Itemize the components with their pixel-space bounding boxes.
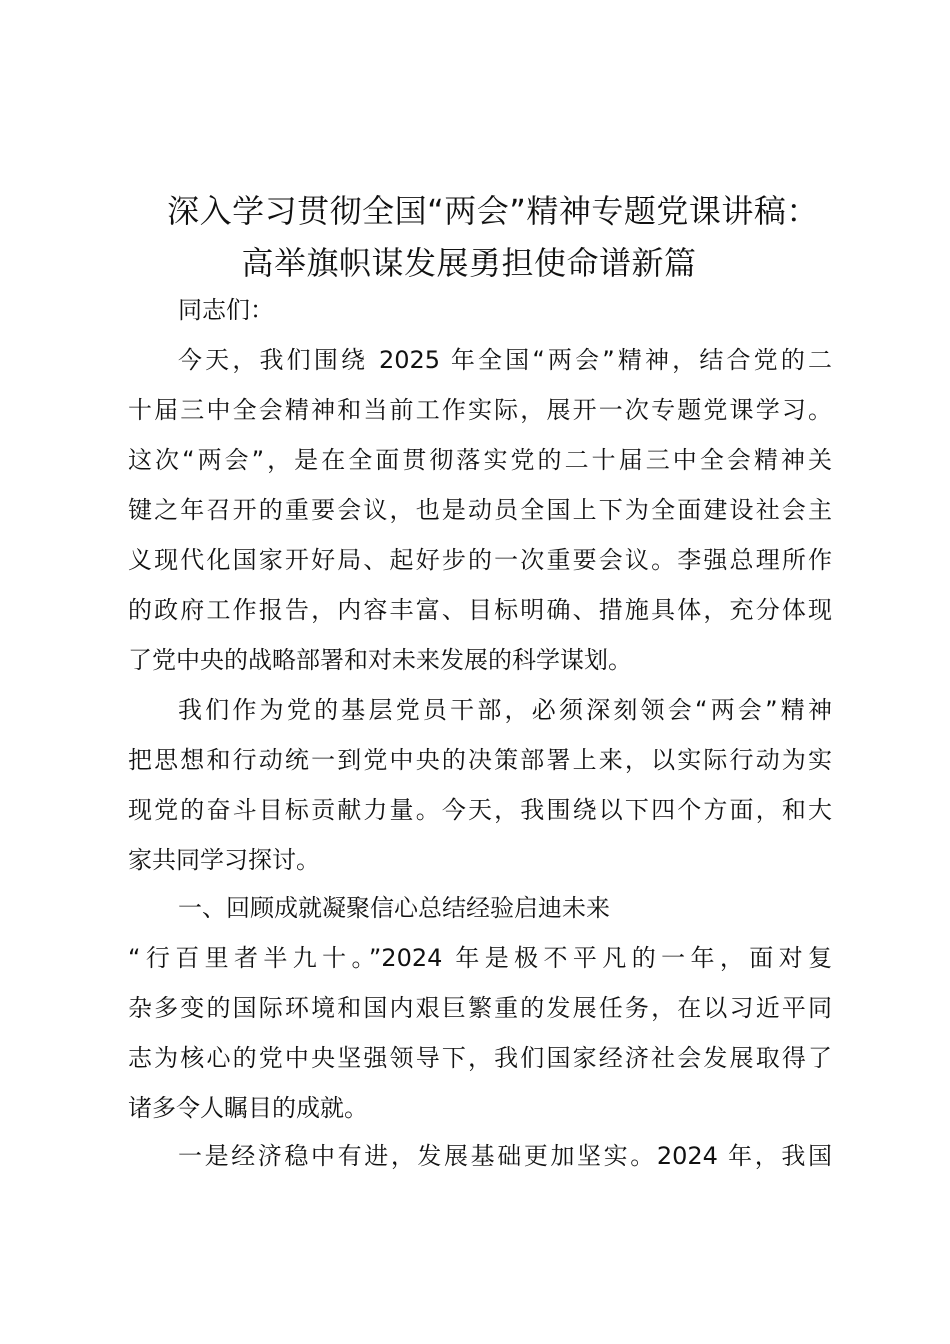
- paragraph-line: 杂多变的国际环境和国内艰巨繁重的发展任务，在以习近平同: [128, 994, 832, 1022]
- section-heading: 一、回顾成就凝聚信心总结经验启迪未来: [178, 894, 610, 922]
- paragraph-line: 了党中央的战略部署和对未来发展的科学谋划。: [128, 646, 632, 674]
- paragraph-line: 一是经济稳中有进，发展基础更加坚实。2024 年，我国: [178, 1142, 832, 1170]
- paragraph-line: 的政府工作报告，内容丰富、目标明确、措施具体，充分体现: [128, 596, 832, 624]
- paragraph-line: “行百里者半九十。”2024 年是极不平凡的一年，面对复: [128, 944, 832, 972]
- paragraph-line: 把思想和行动统一到党中央的决策部署上来，以实际行动为实: [128, 746, 832, 774]
- paragraph-line: 我们作为党的基层党员干部，必须深刻领会“两会”精神: [178, 696, 832, 724]
- salutation: 同志们：: [178, 296, 274, 324]
- document-title-line-1: 深入学习贯彻全国“两会”精神专题党课讲稿：: [167, 192, 819, 230]
- paragraph-line: 志为核心的党中央坚强领导下，我们国家经济社会发展取得了: [128, 1044, 832, 1072]
- paragraph-line: 诸多令人瞩目的成就。: [128, 1094, 368, 1122]
- paragraph-line: 现党的奋斗目标贡献力量。今天，我围绕以下四个方面，和大: [128, 796, 832, 824]
- document-title-line-2: 高举旗帜谋发展勇担使命谱新篇: [241, 244, 697, 282]
- paragraph-line: 十届三中全会精神和当前工作实际，展开一次专题党课学习。: [128, 396, 832, 424]
- paragraph-line: 义现代化国家开好局、起好步的一次重要会议。李强总理所作: [128, 546, 832, 574]
- paragraph-line: 家共同学习探讨。: [128, 846, 320, 874]
- paragraph-line: 这次“两会”，是在全面贯彻落实党的二十届三中全会精神关: [128, 446, 832, 474]
- paragraph-line: 今天，我们围绕 2025 年全国“两会”精神，结合党的二: [178, 346, 832, 374]
- paragraph-line: 键之年召开的重要会议，也是动员全国上下为全面建设社会主: [128, 496, 832, 524]
